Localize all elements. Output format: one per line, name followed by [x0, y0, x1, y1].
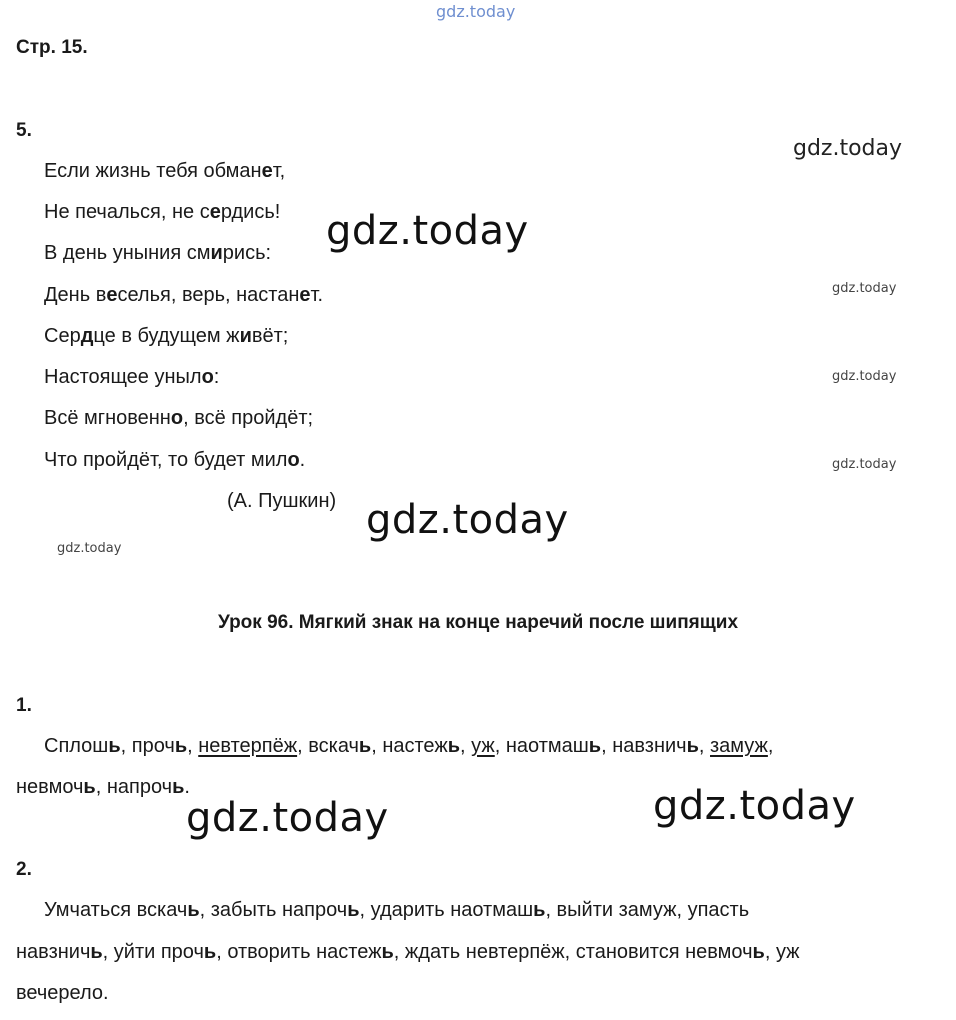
watermark: gdz.today — [832, 281, 897, 296]
highlighted-letter: о — [201, 366, 214, 388]
watermark: gdz.today — [57, 541, 122, 556]
exercise-text-line: невмочь, напрочь. — [16, 776, 190, 798]
highlighted-letter: е — [261, 160, 273, 182]
exercise-text-line: навзничь, уйти прочь, отворить настежь, ждать невтерпёж, становится невмочь, уж — [16, 941, 800, 963]
watermark: gdz.today — [326, 208, 529, 254]
poem-line: Сердце в будущем живёт; — [44, 325, 289, 347]
underlined-word: невтерпёж — [198, 735, 298, 757]
poem-line: Настоящее уныло: — [44, 366, 220, 388]
exercise-number: 2. — [16, 859, 32, 880]
highlighted-letter: ь — [83, 776, 96, 798]
exercise-text-line: Сплошь, прочь, невтерпёж, вскачь, настежь, уж, наотмашь, навзничь, замуж, — [44, 735, 774, 757]
highlighted-letter: ь — [686, 735, 699, 757]
exercise-number: 5. — [16, 120, 32, 141]
highlighted-letter: ь — [347, 899, 360, 921]
highlighted-letter: д — [80, 325, 94, 347]
highlighted-letter: и — [239, 325, 252, 347]
exercise-number: 1. — [16, 695, 32, 716]
underlined-word: уж — [471, 735, 495, 757]
underlined-word: замуж — [710, 735, 768, 757]
highlighted-letter: ь — [533, 899, 546, 921]
watermark: gdz.today — [186, 795, 389, 841]
highlighted-letter: ь — [108, 735, 121, 757]
highlighted-letter: ь — [588, 735, 602, 757]
highlighted-letter: ь — [187, 899, 200, 921]
highlighted-letter: е — [106, 284, 118, 306]
highlighted-letter: о — [170, 407, 184, 429]
highlighted-letter: ь — [358, 735, 372, 757]
poem-line: Всё мгновенно, всё пройдёт; — [44, 407, 314, 429]
poem-line: В день уныния смирись: — [44, 242, 272, 264]
lesson-title: Урок 96. Мягкий знак на конце наречий после шипящих — [217, 612, 739, 633]
poem-line: Если жизнь тебя обманет, — [44, 160, 286, 182]
watermark: gdz.today — [653, 783, 856, 829]
exercise-text-line: вечерело. — [16, 982, 109, 1004]
highlighted-letter: ь — [752, 941, 765, 963]
exercise-text-line: Умчаться вскачь, забыть напрочь, ударить наотмашь, выйти замуж, упасть — [44, 899, 750, 921]
watermark: gdz.today — [832, 369, 897, 384]
poem-author: (А. Пушкин) — [227, 490, 337, 512]
watermark: gdz.today — [793, 136, 903, 161]
watermark: gdz.today — [366, 497, 569, 543]
highlighted-letter: ь — [381, 941, 394, 963]
highlighted-letter: и — [210, 242, 223, 264]
poem-line: Что пройдёт, то будет мило. — [44, 449, 306, 471]
highlighted-letter: ь — [203, 941, 217, 963]
highlighted-letter: ь — [174, 735, 188, 757]
highlighted-letter: о — [287, 449, 300, 471]
watermark: gdz.today — [832, 457, 897, 472]
poem-line: День веселья, верь, настанет. — [44, 284, 324, 306]
highlighted-letter: е — [209, 201, 221, 223]
highlighted-letter: ь — [172, 776, 185, 798]
watermark-top: gdz.today — [436, 2, 516, 21]
highlighted-letter: ь — [90, 941, 103, 963]
page-label: Стр. 15. — [16, 37, 88, 58]
highlighted-letter: е — [299, 284, 311, 306]
highlighted-letter: ь — [447, 735, 461, 757]
poem-line: Не печалься, не сердись! — [44, 201, 281, 223]
